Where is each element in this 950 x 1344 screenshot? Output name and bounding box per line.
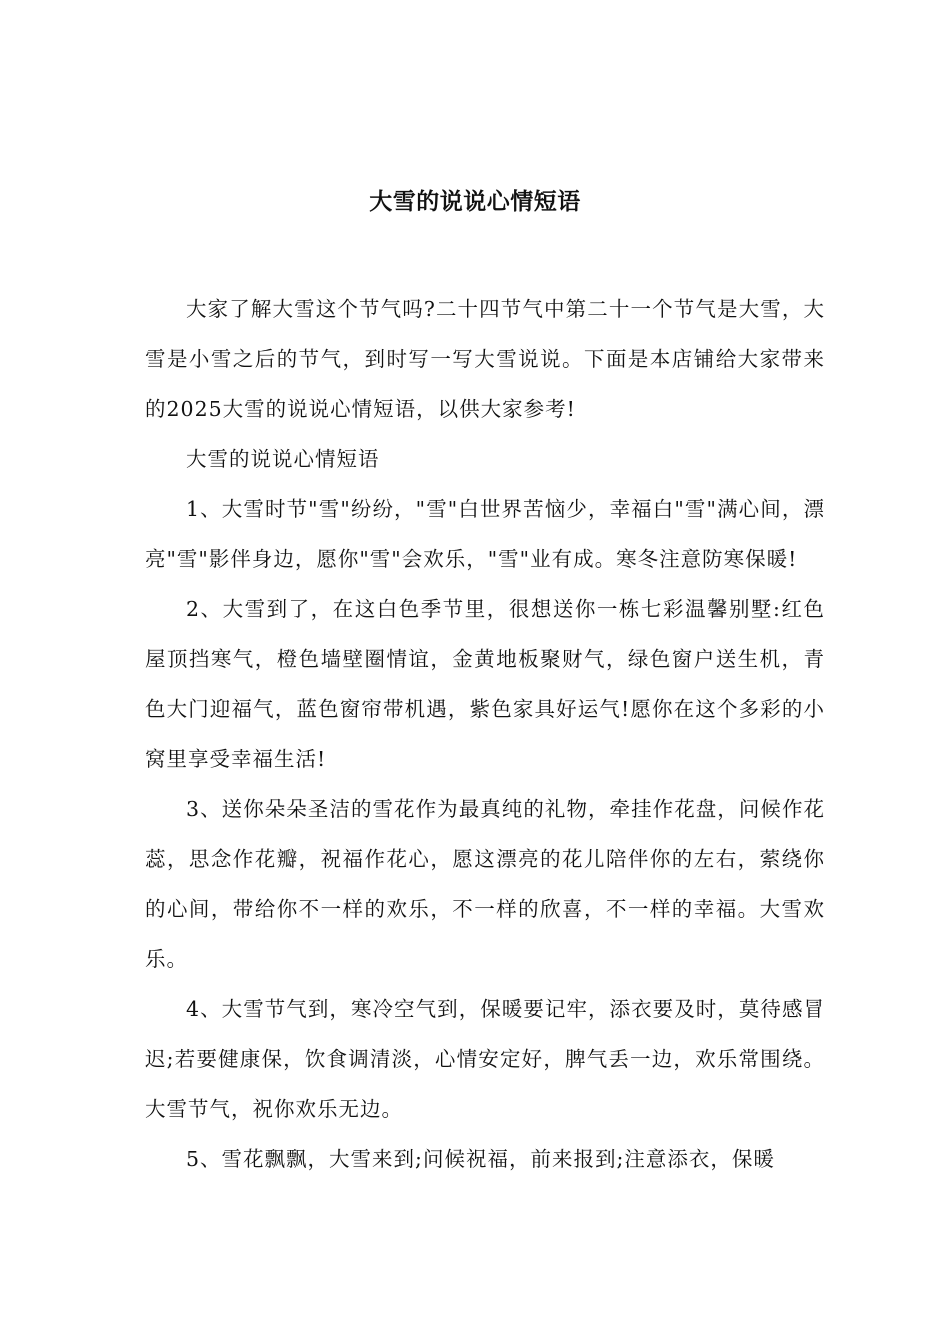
list-item-5: 5、雪花飘飘，大雪来到;问候祝福，前来报到;注意添衣，保暖 <box>186 1147 775 1171</box>
list-item-1: 1、大雪时节"雪"纷纷，"雪"白世界苦恼少，幸福白"雪"满心间，漂亮"雪"影伴身边，愿你"雪"会欢乐，"雪"业有成。寒冬注意防寒保暖! <box>145 497 825 571</box>
list-item-3: 3、送你朵朵圣洁的雪花作为最真纯的礼物，牵挂作花盘，问候作花蕊，思念作花瓣，祝福作花心，愿这漂亮的花儿陪伴你的左右，萦绕你的心间，带给你不一样的欢乐，不一样的欣喜，不一样的幸福。大雪欢乐。 <box>145 797 825 971</box>
list-item-4: 4、大雪节气到，寒冷空气到，保暖要记牢，添衣要及时，莫待感冒迟;若要健康保，饮食调清淡，心情安定好，脾气丢一边，欢乐常围绕。大雪节气，祝你欢乐无边。 <box>145 997 825 1121</box>
intro-paragraph: 大家了解大雪这个节气吗?二十四节气中第二十一个节气是大雪，大雪是小雪之后的节气，到时写一写大雪说说。下面是本店铺给大家带来的2025大雪的说说心情短语，以供大家参考! <box>145 297 825 421</box>
document-body <box>145 284 825 1184</box>
list-item-2: 2、大雪到了，在这白色季节里，很想送你一栋七彩温馨别墅:红色屋顶挡寒气，橙色墙壁圈情谊，金黄地板聚财气，绿色窗户送生机，青色大门迎福气，蓝色窗帘带机遇，紫色家具好运气!愿你在这个多彩的小窝里享受幸福生活! <box>145 597 825 771</box>
section-heading: 大雪的说说心情短语 <box>186 447 380 471</box>
document-title: 大雪的说说心情短语 <box>369 189 581 215</box>
